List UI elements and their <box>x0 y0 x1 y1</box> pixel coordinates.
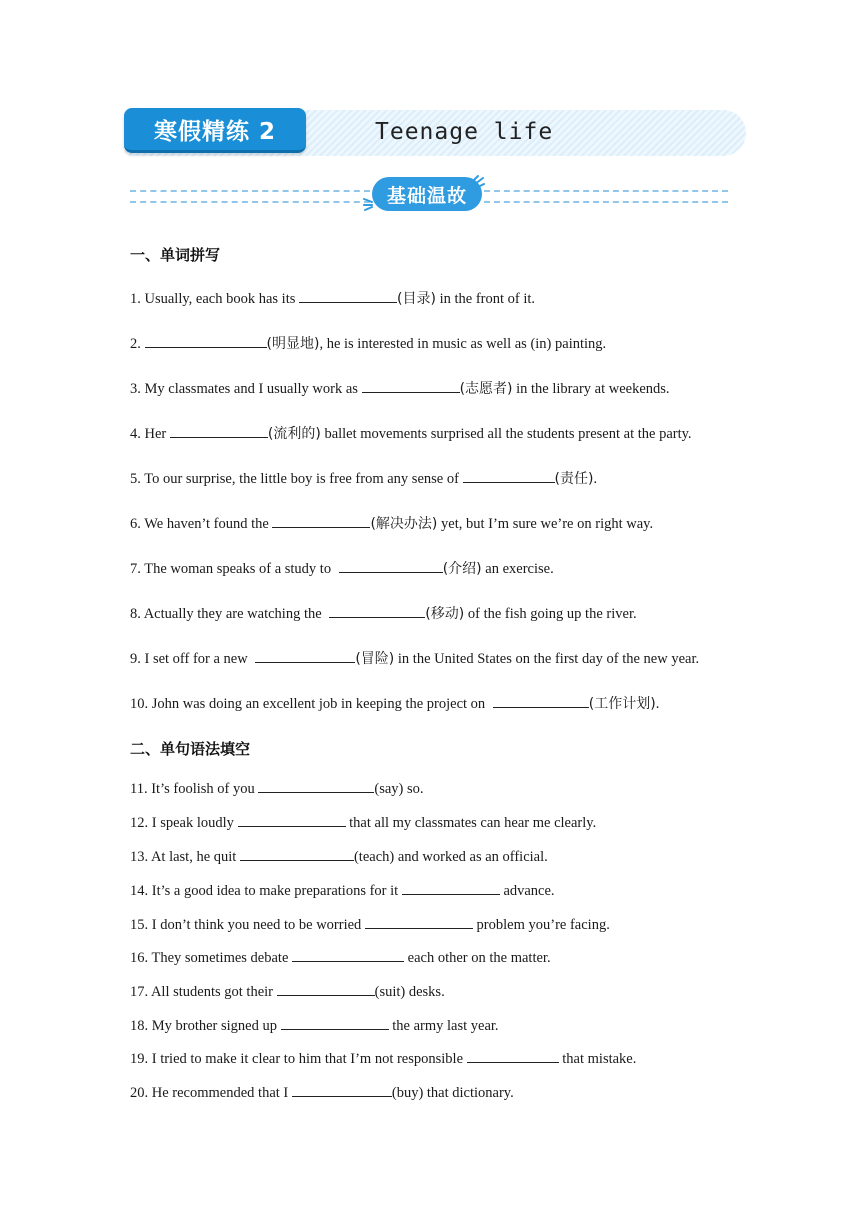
answer-blank[interactable] <box>238 812 346 827</box>
answer-blank[interactable] <box>292 1082 392 1097</box>
answer-blank[interactable] <box>463 468 555 483</box>
answer-blank[interactable] <box>467 1048 559 1063</box>
answer-blank[interactable] <box>281 1015 389 1030</box>
question-item: 14. It’s a good idea to make preparations for it advance. <box>130 880 555 900</box>
answer-blank[interactable] <box>170 423 268 438</box>
answer-blank[interactable] <box>493 693 589 708</box>
header-tag: 寒假精练 2 <box>124 108 306 153</box>
answer-blank[interactable] <box>339 558 443 573</box>
answer-blank[interactable] <box>402 880 500 895</box>
page-title: Teenage life <box>375 119 554 145</box>
section-heading-grammar: 二、单句语法填空 <box>130 740 251 758</box>
question-item: 18. My brother signed up the army last year. <box>130 1015 499 1035</box>
question-item: 5. To our surprise, the little boy is free from any sense of (责任). <box>130 468 597 488</box>
section-badge: 基础温故 <box>372 177 482 211</box>
question-item: 19. I tried to make it clear to him that I’m not responsible that mistake. <box>130 1048 636 1068</box>
question-item: 4. Her (流利的) ballet movements surprised all the students present at the party. <box>130 423 692 443</box>
answer-blank[interactable] <box>240 846 354 861</box>
answer-blank[interactable] <box>329 603 425 618</box>
question-item: 20. He recommended that I (buy) that dictionary. <box>130 1082 514 1102</box>
section-divider-right <box>484 190 728 203</box>
question-item: 9. I set off for a new (冒险) in the United States on the first day of the new year. <box>130 648 699 668</box>
answer-blank[interactable] <box>258 778 374 793</box>
answer-blank[interactable] <box>365 914 473 929</box>
answer-blank[interactable] <box>255 648 355 663</box>
answer-blank[interactable] <box>292 947 404 962</box>
question-item: 16. They sometimes debate each other on the matter. <box>130 947 551 967</box>
question-item: 7. The woman speaks of a study to (介绍) an exercise. <box>130 558 554 578</box>
question-item: 3. My classmates and I usually work as (志愿者) in the library at weekends. <box>130 378 670 398</box>
question-item: 6. We haven’t found the (解决办法) yet, but I’m sure we’re on right way. <box>130 513 653 533</box>
section-heading-spelling: 一、单词拼写 <box>130 246 221 264</box>
question-item: 17. All students got their (suit) desks. <box>130 981 445 1001</box>
question-item: 2. (明显地), he is interested in music as well as (in) painting. <box>130 333 606 353</box>
section-divider-left <box>130 190 370 203</box>
question-item: 1. Usually, each book has its (目录) in the front of it. <box>130 288 535 308</box>
question-item: 13. At last, he quit (teach) and worked as an official. <box>130 846 548 866</box>
answer-blank[interactable] <box>362 378 460 393</box>
answer-blank[interactable] <box>145 333 267 348</box>
sparkle-icon <box>470 174 486 190</box>
answer-blank[interactable] <box>299 288 397 303</box>
question-item: 8. Actually they are watching the (移动) of the fish going up the river. <box>130 603 637 623</box>
sparkle-icon <box>362 196 376 212</box>
answer-blank[interactable] <box>277 981 375 996</box>
question-item: 11. It’s foolish of you (say) so. <box>130 778 424 798</box>
question-item: 10. John was doing an excellent job in keeping the project on (工作计划). <box>130 693 659 713</box>
question-item: 12. I speak loudly that all my classmates can hear me clearly. <box>130 812 596 832</box>
question-item: 15. I don’t think you need to be worried problem you’re facing. <box>130 914 610 934</box>
answer-blank[interactable] <box>272 513 370 528</box>
